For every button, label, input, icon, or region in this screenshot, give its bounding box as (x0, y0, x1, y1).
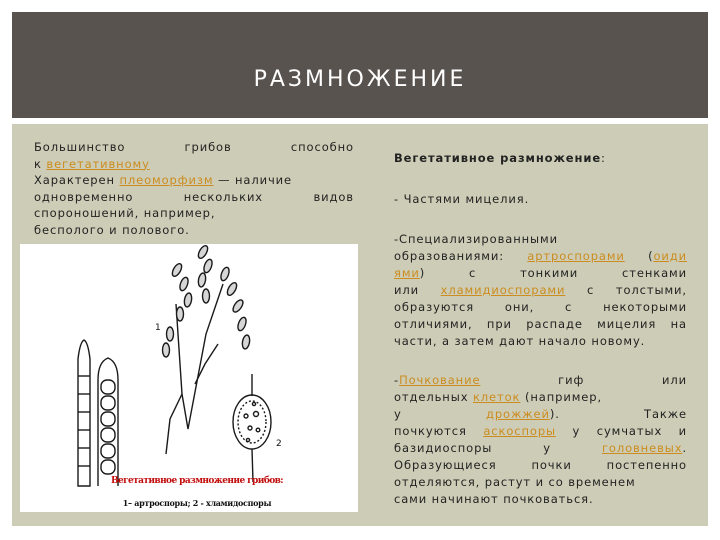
text: образованиями: (394, 249, 528, 263)
text: с (565, 300, 573, 314)
text: с (587, 283, 595, 297)
line (394, 372, 687, 389)
branching-hypha (176, 284, 223, 429)
text: Большинство (34, 140, 126, 154)
text: стенками (622, 266, 687, 280)
text: способно (290, 140, 354, 154)
link-chlamydospores[interactable]: хламидиоспорами (440, 283, 566, 297)
text: и (678, 424, 688, 438)
link-oidia-cont[interactable]: ями (394, 266, 420, 280)
text: грибов (184, 140, 232, 154)
link-pleomorphism[interactable]: плеоморфизм (119, 173, 214, 187)
line: отделяются, растут и со временем (394, 475, 636, 489)
line (394, 282, 687, 299)
text: образуются (394, 300, 475, 314)
text: распаде (526, 317, 583, 331)
text: мицелия (597, 317, 657, 331)
left-paragraph (34, 139, 354, 238)
text: некоторыми (603, 300, 687, 314)
line (394, 440, 687, 457)
specialized-paragraph (394, 231, 687, 350)
text: Образующиеся (394, 458, 497, 472)
text: с (469, 266, 477, 280)
left-line-2 (34, 156, 354, 173)
text: толстыми, (615, 283, 687, 297)
fungi-figure (20, 244, 358, 512)
text: почкуются (394, 424, 467, 438)
title-bar (12, 12, 708, 118)
text: у (543, 441, 551, 455)
left-line-4 (34, 189, 354, 206)
link-yeast[interactable]: дрожжей (485, 407, 550, 421)
text: гиф (480, 373, 585, 387)
text: (например, (520, 390, 603, 404)
text: одновременно (34, 189, 134, 204)
line (394, 248, 687, 265)
mycelium-item: - Частями мицелия. (394, 192, 530, 206)
text: Также (644, 407, 687, 421)
budding-paragraph (394, 372, 687, 508)
link-budding[interactable]: Почкование (399, 373, 481, 387)
text: у (572, 424, 581, 438)
hypha-chain-left (78, 340, 90, 486)
text: : (601, 151, 606, 165)
line: -Специализированными (394, 232, 558, 246)
text: или (394, 283, 419, 297)
text: при (486, 317, 512, 331)
text: у (394, 407, 486, 421)
text: сумчатых (596, 424, 663, 438)
line (394, 299, 687, 316)
text: отличиями, (394, 317, 473, 331)
vegetative-heading (394, 150, 687, 167)
figure-label-1: 1 (155, 323, 161, 333)
left-line-6: бесполого и полового. (34, 222, 190, 237)
fungi-illustration (20, 244, 358, 512)
text: почки (531, 458, 572, 472)
slide-title: РАЗМНОЖЕНИЕ (253, 67, 467, 92)
text: видов (313, 189, 354, 204)
heading-text: Вегетативное размножение (394, 151, 602, 165)
figure-caption-subtitle: 1– артроспоры; 2 - хламидоспоры (122, 498, 272, 508)
link-vegetative[interactable]: вегетативному (46, 156, 150, 171)
text: на (670, 317, 687, 331)
text: нескольких (183, 189, 264, 204)
text: . (682, 441, 687, 455)
line (394, 316, 687, 333)
text: или (662, 373, 687, 387)
line (394, 457, 687, 474)
link-cells[interactable]: клеток (472, 390, 521, 404)
line (394, 423, 687, 440)
figure-label-2: 2 (276, 439, 282, 449)
text: они, (504, 300, 535, 314)
text: ) (419, 266, 426, 280)
line (394, 265, 687, 282)
text: ( (624, 249, 654, 263)
text: отдельных (394, 390, 473, 404)
text: базидиоспоры (394, 441, 493, 455)
text: тонкими (520, 266, 579, 280)
link-ascospores[interactable]: аскоспоры (483, 424, 557, 438)
text: к (34, 156, 47, 171)
line (394, 389, 687, 406)
figure-caption-title: Вегетативное размножение грибов: (110, 476, 283, 486)
link-smut-fungi[interactable]: головневых (601, 441, 683, 455)
text: постепенно (606, 458, 687, 472)
text: Характерен (34, 173, 120, 187)
line: части, а затем дают начало новому. (394, 334, 646, 348)
text: — наличие (213, 173, 292, 187)
line (394, 406, 687, 423)
text: ). (549, 407, 560, 421)
line: сами начинают почковаться. (394, 492, 594, 506)
link-oidia[interactable]: оиди (653, 249, 687, 263)
link-arthrospores[interactable]: артроспорами (527, 249, 625, 263)
left-line-3 (34, 172, 354, 189)
left-line-1 (34, 139, 354, 156)
text: - (394, 373, 400, 387)
left-line-5: спороношений, например, (34, 206, 216, 220)
